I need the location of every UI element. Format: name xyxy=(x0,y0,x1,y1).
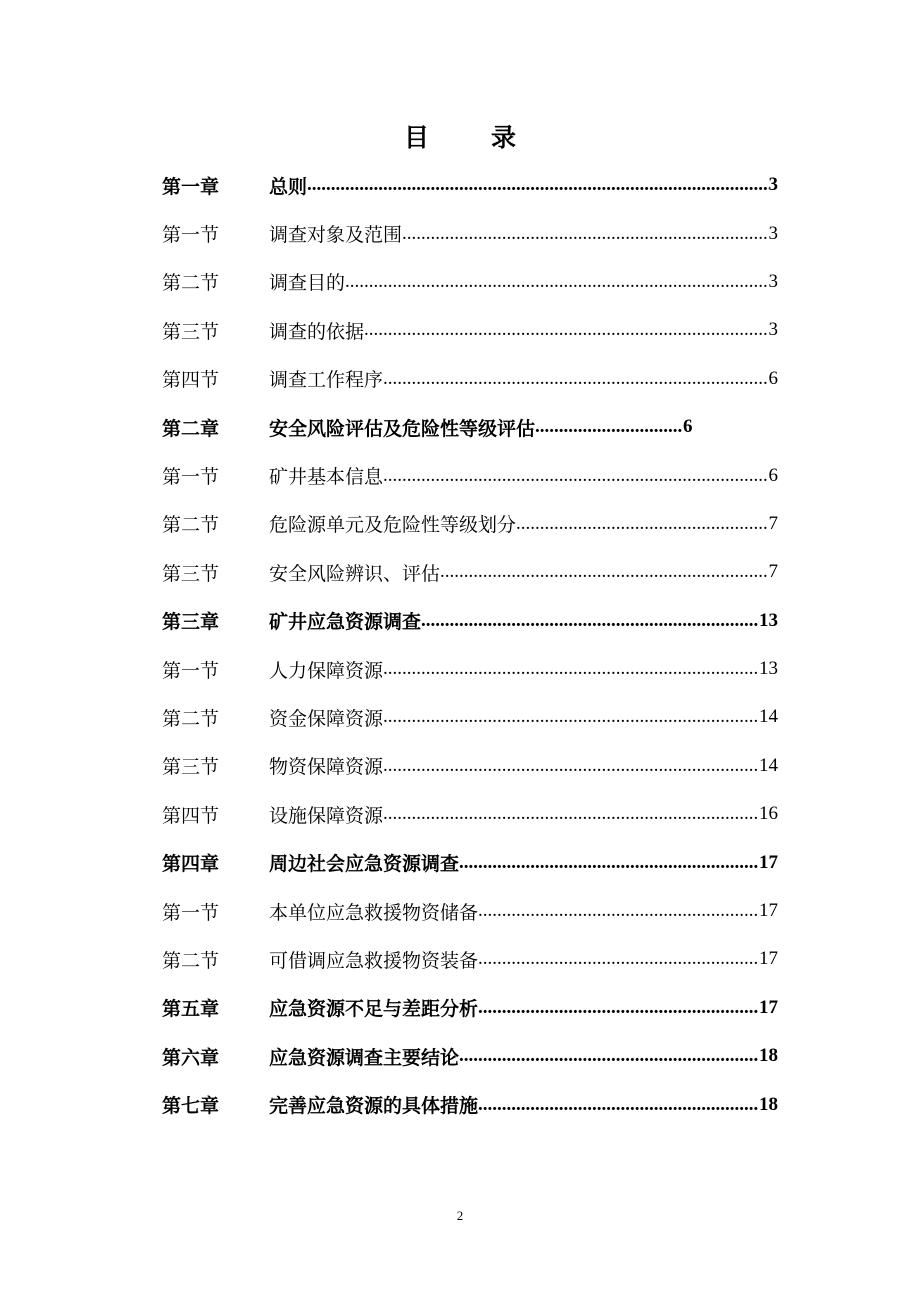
toc-dot-leader xyxy=(459,1045,759,1067)
toc-entry xyxy=(269,898,778,925)
toc-section-row[interactable] xyxy=(162,935,778,983)
toc-dot-leader xyxy=(516,513,768,535)
toc-section-row[interactable] xyxy=(162,887,778,935)
toc-page-number: 13 xyxy=(759,658,778,680)
toc-page-number: 6 xyxy=(683,416,693,438)
toc-page-number: 17 xyxy=(759,996,778,1018)
toc-dot-leader xyxy=(421,610,759,632)
toc-entry xyxy=(269,752,778,779)
toc-entry-label: 第四节 xyxy=(162,369,220,392)
toc-page-number: 18 xyxy=(759,1093,778,1115)
toc-entry xyxy=(269,656,778,683)
toc-entry-title: 调查工作程序 xyxy=(269,369,384,392)
toc-entry xyxy=(269,704,778,731)
toc-entry xyxy=(269,462,778,489)
toc-entry-label: 第二节 xyxy=(162,514,220,537)
toc-chapter-row[interactable] xyxy=(162,1032,778,1080)
toc-dot-leader xyxy=(383,465,768,487)
toc-dot-leader xyxy=(459,852,759,874)
toc-entry-label: 第二节 xyxy=(162,949,220,972)
toc-entry-title: 调查目的 xyxy=(269,272,346,295)
toc-entry-title: 应急资源不足与差距分析 xyxy=(269,998,479,1021)
toc-page-number: 18 xyxy=(759,1045,778,1067)
toc-chapter-row[interactable] xyxy=(162,597,778,645)
toc-entry xyxy=(269,317,778,344)
toc-page-number: 3 xyxy=(768,319,778,341)
toc-section-row[interactable] xyxy=(162,742,778,790)
toc-page-number: 3 xyxy=(768,174,778,196)
toc-entry-label: 第三章 xyxy=(162,611,220,634)
toc-chapter-row[interactable] xyxy=(162,403,778,451)
toc-dot-leader xyxy=(383,368,768,390)
toc-entry-title: 物资保障资源 xyxy=(269,756,384,779)
toc-entry-title: 设施保障资源 xyxy=(269,804,384,827)
toc-page-number: 7 xyxy=(768,512,778,534)
toc-entry-title: 安全风险辨识、评估 xyxy=(269,562,441,585)
toc-entry-title: 应急资源调查主要结论 xyxy=(269,1046,460,1069)
toc-dot-leader xyxy=(402,223,768,245)
toc-entry xyxy=(269,1091,778,1118)
toc-entry xyxy=(269,365,778,392)
toc-entry-label: 第一节 xyxy=(162,659,220,682)
toc-entry xyxy=(269,510,778,537)
toc-dot-leader xyxy=(440,561,768,583)
toc-entry-label: 第三节 xyxy=(162,756,220,779)
toc-entry-label: 第四节 xyxy=(162,804,220,827)
toc-dot-leader xyxy=(535,416,683,438)
toc-entry-title: 人力保障资源 xyxy=(269,659,384,682)
toc-entry-title: 调查对象及范围 xyxy=(269,224,403,247)
toc-entry xyxy=(269,994,778,1021)
toc-entry-title: 周边社会应急资源调查 xyxy=(269,853,460,876)
toc-dot-leader xyxy=(383,803,759,825)
toc-entry xyxy=(269,801,778,828)
toc-entry-title: 安全风险评估及危险性等级评估 xyxy=(269,417,536,440)
toc-section-row[interactable] xyxy=(162,306,778,354)
toc-entry-label: 第二章 xyxy=(162,417,220,440)
toc-page-number: 6 xyxy=(768,464,778,486)
toc-entry xyxy=(269,946,778,973)
toc-entry-label: 第六章 xyxy=(162,1046,220,1069)
toc-page-number: 17 xyxy=(759,948,778,970)
toc-page-number: 16 xyxy=(759,803,778,825)
toc-entry-label: 第一章 xyxy=(162,175,220,198)
toc-page-number: 14 xyxy=(759,754,778,776)
toc-chapter-row[interactable] xyxy=(162,984,778,1032)
toc-dot-leader xyxy=(307,174,768,196)
toc-entry-title: 资金保障资源 xyxy=(269,707,384,730)
toc-entry-label: 第三节 xyxy=(162,320,220,343)
toc-entry-label: 第四章 xyxy=(162,853,220,876)
toc-page-number: 13 xyxy=(759,609,778,631)
toc-dot-leader xyxy=(345,271,768,293)
toc-entry-title: 可借调应急救援物资装备 xyxy=(269,949,479,972)
toc-entry-title: 总则 xyxy=(269,175,308,198)
toc-entry xyxy=(269,268,778,295)
toc-entry-title: 调查的依据 xyxy=(269,320,365,343)
toc-entry-title: 矿井应急资源调查 xyxy=(269,611,422,634)
toc-entry xyxy=(269,849,778,876)
toc-page-number: 7 xyxy=(768,561,778,583)
toc-section-row[interactable] xyxy=(162,693,778,741)
toc-entry-title: 矿井基本信息 xyxy=(269,466,384,489)
toc-entry-label: 第一节 xyxy=(162,466,220,489)
toc-dot-leader xyxy=(383,658,759,680)
toc-title xyxy=(0,118,920,154)
toc-page-number: 14 xyxy=(759,706,778,728)
toc-section-row[interactable] xyxy=(162,258,778,306)
toc-dot-leader xyxy=(478,997,759,1019)
toc-section-row[interactable] xyxy=(162,548,778,596)
toc-page-number: 3 xyxy=(768,270,778,292)
toc-entry-label: 第二节 xyxy=(162,272,220,295)
toc-entry-label: 第五章 xyxy=(162,998,220,1021)
toc-entry xyxy=(269,172,778,199)
toc-section-row[interactable] xyxy=(162,209,778,257)
toc-entry-label: 第一节 xyxy=(162,224,220,247)
toc-section-row[interactable] xyxy=(162,451,778,499)
toc-entry-label: 第三节 xyxy=(162,562,220,585)
toc-dot-leader xyxy=(383,755,759,777)
toc-page-number: 6 xyxy=(768,367,778,389)
toc-chapter-row[interactable] xyxy=(162,161,778,209)
toc-entry-label: 第七章 xyxy=(162,1095,220,1118)
toc-dot-leader xyxy=(383,706,759,728)
toc-title-right: 录 xyxy=(491,123,517,152)
toc-title-left: 目 xyxy=(403,123,429,152)
toc-page-number: 17 xyxy=(759,900,778,922)
toc-section-row[interactable] xyxy=(162,500,778,548)
toc-section-row[interactable] xyxy=(162,790,778,838)
toc-entry-label: 第一节 xyxy=(162,901,220,924)
toc-list xyxy=(162,161,778,1129)
toc-dot-leader xyxy=(364,319,768,341)
toc-section-row[interactable] xyxy=(162,355,778,403)
toc-chapter-row[interactable] xyxy=(162,1080,778,1128)
toc-entry-title: 本单位应急救援物资储备 xyxy=(269,901,479,924)
toc-chapter-row[interactable] xyxy=(162,838,778,886)
toc-entry-label: 第二节 xyxy=(162,707,220,730)
toc-dot-leader xyxy=(478,948,759,970)
toc-dot-leader xyxy=(478,900,759,922)
toc-page-number: 17 xyxy=(759,851,778,873)
toc-entry-title: 危险源单元及危险性等级划分 xyxy=(269,514,517,537)
toc-entry xyxy=(269,1043,778,1070)
toc-page-number: 3 xyxy=(768,222,778,244)
toc-section-row[interactable] xyxy=(162,645,778,693)
toc-entry-title: 完善应急资源的具体措施 xyxy=(269,1095,479,1118)
toc-entry xyxy=(269,607,778,634)
toc-entry xyxy=(269,220,778,247)
page-number: 2 xyxy=(456,1208,464,1223)
toc-dot-leader xyxy=(478,1094,759,1116)
toc-entry xyxy=(269,559,778,586)
toc-entry xyxy=(269,414,693,441)
